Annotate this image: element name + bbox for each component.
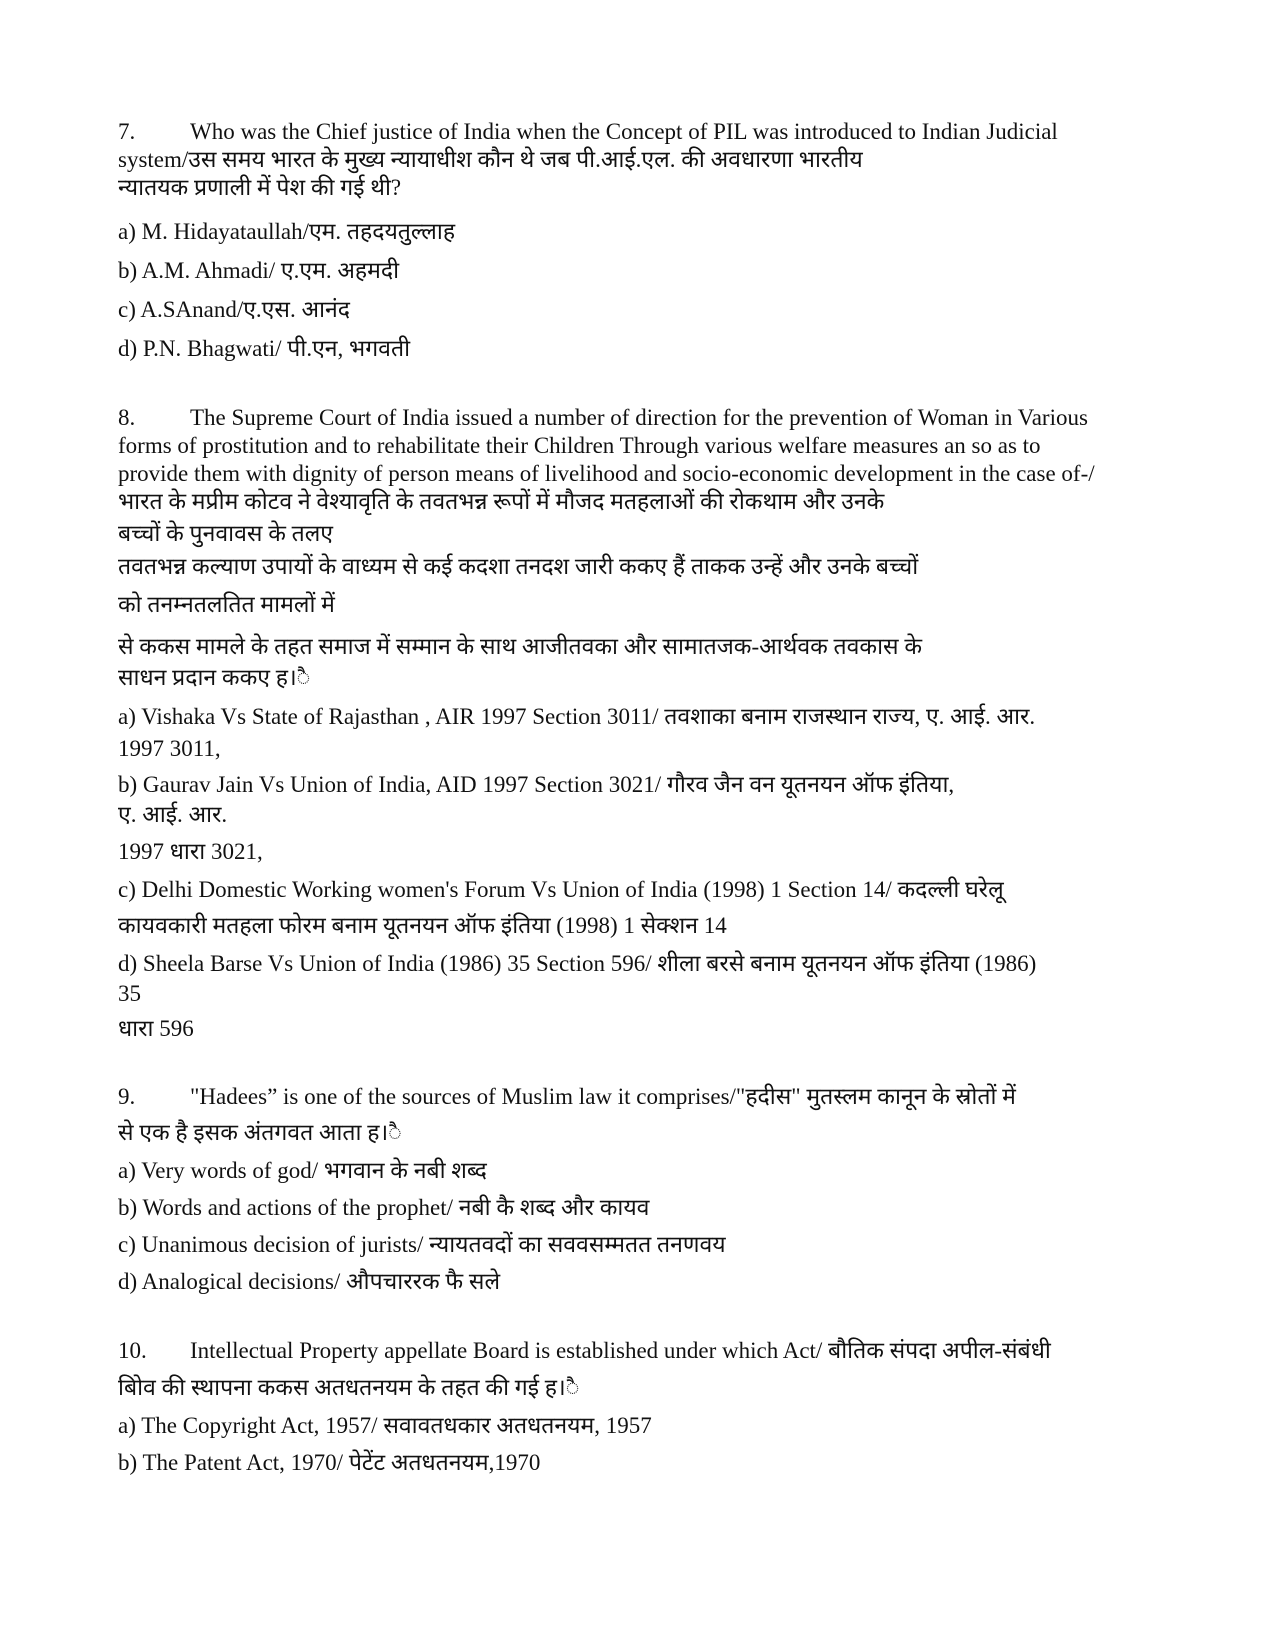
answer-option-d: d) P.N. Bhagwati/ पी.एन, भगवती	[118, 336, 411, 361]
answer-option-d: d) Sheela Barse Vs Union of India (1986) 35 Section 596/ शीला बरसे बनाम यूतनयन ऑफ इंतिया (1986)	[118, 951, 1037, 976]
question-stem-line: बच्चों के पुनवावस के तलए	[118, 521, 334, 546]
question-stem-line: बोिव की स्थापना ककस अतधतनयम के तहत की गई ह।ै	[118, 1375, 580, 1400]
question-stem-line: provide them with dignity of person means of livelihood and socio-economic development in the case of-/	[118, 461, 1095, 486]
question-stem-line: 7. Who was the Chief justice of India when the Concept of PIL was introduced to Indian Judicial	[118, 119, 1058, 144]
answer-option-a: a) The Copyright Act, 1957/ सवावतधकार अतधतनयम, 1957	[118, 1413, 652, 1438]
answer-option-b-cont: 1997 धारा 3021,	[118, 839, 263, 864]
answer-option-d: d) Analogical decisions/ औपचाररक फै सले	[118, 1269, 501, 1294]
answer-option-d-cont: 35	[118, 981, 141, 1006]
answer-option-a-cont: 1997 3011,	[118, 736, 221, 761]
question-stem-line: न्यातयक प्रणाली में पेश की गई थी?	[118, 175, 402, 200]
question-stem-line: 10. Intellectual Property appellate Board is established under which Act/ बौतिक संपदा अपील-संबंधी	[118, 1338, 1051, 1363]
answer-option-a: a) Vishaka Vs State of Rajasthan , AIR 1997 Section 3011/ तवशाका बनाम राजस्थान राज्य, ए. आई. आर.	[118, 704, 1036, 729]
answer-option-c: c) Unanimous decision of jurists/ न्यायतवदों का सववसम्मतत तनणवय	[118, 1232, 726, 1257]
question-stem-line: 8. The Supreme Court of India issued a number of direction for the prevention of Woman in Various	[118, 405, 1088, 430]
answer-option-a: a) Very words of god/ भगवान के नबी शब्द	[118, 1158, 487, 1183]
answer-option-a: a) M. Hidayataullah/एम. तहदयतुल्लाह	[118, 219, 456, 244]
question-stem-line: भारत के मप्रीम कोटव ने वेश्यावृति के तवतभन्न रूपों में मौजद मतहलाओं की रोकथाम और उनके	[118, 489, 885, 514]
answer-option-b: b) The Patent Act, 1970/ पेटेंट अतधतनयम,1970	[118, 1450, 541, 1475]
question-number: 10.	[118, 1338, 147, 1363]
question-stem-line: 9. "Hadees” is one of the sources of Muslim law it comprises/"हदीस" मुतस्लम कानून के स्रोतों में	[118, 1084, 1016, 1109]
question-stem-line: system/उस समय भारत के मुख्य न्यायाधीश कौन थे जब पी.आई.एल. की अवधारणा भारतीय	[118, 147, 863, 172]
question-stem-line: से एक है इसक अंतगवत आता ह।ै	[118, 1120, 402, 1145]
answer-option-b: b) A.M. Ahmadi/ ए.एम. अहमदी	[118, 258, 400, 283]
answer-option-d-cont: धारा 596	[118, 1016, 194, 1041]
question-number: 9.	[118, 1084, 136, 1109]
answer-option-b: b) Gaurav Jain Vs Union of India, AID 1997 Section 3021/ गौरव जैन वन यूतनयन ऑफ इंतिया,	[118, 772, 955, 797]
answer-option-b: b) Words and actions of the prophet/ नबी कै शब्द और कायव	[118, 1195, 650, 1220]
question-stem-line: साधन प्रदान ककए ह।ै	[118, 665, 311, 690]
question-stem-line: forms of prostitution and to rehabilitate their Children Through various welfare measures an so as to	[118, 433, 1041, 458]
question-stem-line: से ककस मामले के तहत समाज में सम्मान के साथ आजीतवका और सामातजक-आर्थवक तवकास के	[118, 634, 923, 659]
question-number: 7.	[118, 119, 136, 144]
question-number: 8.	[118, 405, 136, 430]
question-stem-line: को तनम्नतलतित मामलों में	[118, 592, 335, 617]
question-stem-line: तवतभन्न कल्याण उपायों के वाध्यम से कई कदशा तनदश जारी ककए हैं ताकक उन्हें और उनके बच्चों	[118, 554, 919, 579]
answer-option-c: c) Delhi Domestic Working women's Forum Vs Union of India (1998) 1 Section 14/ कदल्ली घरेलू	[118, 877, 1004, 902]
answer-option-c-cont: कायवकारी मतहला फोरम बनाम यूतनयन ऑफ इंतिया (1998) 1 सेक्शन 14	[118, 913, 727, 938]
answer-option-c: c) A.SAnand/ए.एस. आनंद	[118, 297, 350, 322]
answer-option-b-cont: ए. आई. आर.	[118, 802, 228, 827]
